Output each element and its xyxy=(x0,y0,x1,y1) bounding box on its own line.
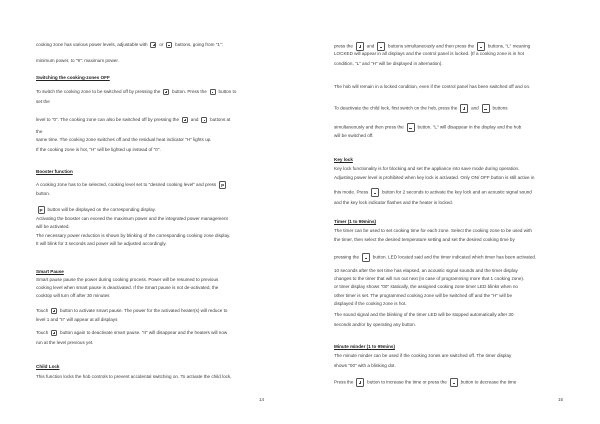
text-line xyxy=(334,353,511,359)
text-line xyxy=(36,216,228,222)
text-line xyxy=(36,374,232,380)
text-run: button. "L" will disappear in the display and the hob xyxy=(416,124,522,130)
text-line xyxy=(36,129,42,135)
text-run: buttons xyxy=(491,105,508,111)
text-line xyxy=(36,42,223,48)
text-run: button. xyxy=(36,191,51,196)
text-run: button for 2 seconds to activate the key lock and an acoustic signal sound xyxy=(380,189,532,195)
section-heading: Key lock xyxy=(334,157,353,162)
text-run: button. Press the xyxy=(170,89,209,95)
text-run: A cooking zone has to be selected, cooking level set to "desired cooking level" and press xyxy=(36,182,218,188)
text-line xyxy=(334,268,518,274)
text-run: will be activated. xyxy=(36,224,70,229)
text-run: LOCKED will appear in all displays and the control panel is locked. (If a cooking zone is in hot xyxy=(334,51,524,56)
text-run: and xyxy=(365,43,376,49)
text-run: changes to the timer that will run out next (in case of programming more that 1 cooking zone). xyxy=(334,276,525,281)
plus-button-icon xyxy=(356,378,364,387)
text-run: button to increase the time or press the xyxy=(365,379,449,385)
text-line xyxy=(334,293,512,299)
text-line xyxy=(334,284,518,290)
text-line xyxy=(36,147,161,153)
text-run: The minute minder can be used if the cooking zones are switched off. The timer display xyxy=(334,353,512,358)
text-run: To deactivate the child lock, first switch on the hob, press the xyxy=(334,105,459,111)
page-number-right: 15 xyxy=(558,397,564,402)
minus-button-icon xyxy=(407,123,415,132)
text-line xyxy=(36,206,156,214)
text-run: pressing the xyxy=(334,254,361,260)
text-line xyxy=(36,330,227,336)
page-number-left: 14 xyxy=(259,397,265,402)
text-run: Key lock functionality is for blocking and set the appliance into save mode during operation. xyxy=(334,166,520,171)
text-line xyxy=(36,181,228,189)
booster-p-icon: P xyxy=(219,181,226,189)
text-line xyxy=(334,133,374,139)
text-line xyxy=(334,123,521,132)
text-run: The timer can be used to set cooking time for each zone. Select the cooking zone to be used with xyxy=(334,228,532,233)
booster-p-icon: P xyxy=(38,206,45,214)
text-run: the timer, then select the desired temperature setting and set the desired cooking time by xyxy=(334,237,515,242)
text-line xyxy=(334,51,524,57)
minus-button-icon xyxy=(371,188,379,197)
text-line xyxy=(334,84,530,90)
text-run: press the xyxy=(334,43,355,49)
minus-button-icon xyxy=(482,104,490,113)
text-run: Smart pause pause the power during cooking process. Power will be resumed to previous xyxy=(36,277,219,282)
text-line xyxy=(36,340,93,346)
text-line xyxy=(36,308,227,314)
text-line xyxy=(334,228,532,234)
right-page xyxy=(300,0,600,424)
text-run: buttons simultaneously and then press the xyxy=(386,43,476,49)
text-run: cooking level when smart pause is deactivated. If the Smart pause is not de-activated, the xyxy=(36,285,219,290)
minus-button-icon xyxy=(362,253,370,262)
section-heading: Switching the cooking-zones OFF xyxy=(36,75,110,80)
text-run: Press the xyxy=(334,379,355,385)
text-run: level to "0". The cooking zone can also be switched off by pressing the xyxy=(36,117,181,123)
text-run: Touch xyxy=(36,308,50,314)
text-run: or timer display shows "00" statically, the assigned cooking zone timer LED blinks when no xyxy=(334,284,518,289)
text-run: set the xyxy=(36,99,50,104)
text-run: buttons, going from "1": xyxy=(173,42,223,48)
text-run: button will be displayed on the corresponding display. xyxy=(46,207,156,213)
text-run: This function locks the hob controls to prevent accidental switching on. To activate the child lock, xyxy=(36,374,232,379)
text-run: button to decrease the time xyxy=(459,379,517,385)
text-run: If the cooking zone is hot, "H" will be lighted up instead of "0". xyxy=(36,147,161,152)
text-line xyxy=(36,233,230,239)
text-run: other timer is set. The programmed cooking zone will be switched off and the "H" will be xyxy=(334,293,512,298)
text-line xyxy=(334,42,530,51)
text-run: To switch the cooking zone to be switched off by pressing the xyxy=(36,89,162,95)
text-run: The necessary power reduction is shown by blinking of the corresponding cooking zone display. xyxy=(36,233,231,238)
text-run: displayed if the cooking zone is hot. xyxy=(334,301,407,306)
plus-button-icon xyxy=(356,42,364,51)
text-line xyxy=(36,277,218,283)
text-line xyxy=(36,58,119,64)
section-heading: Smart Pause xyxy=(36,269,64,274)
text-run: button. LED located said and the timer indicated which timer has been activated. xyxy=(371,254,537,260)
text-run: simultaneously and then press the xyxy=(334,124,405,130)
text-run: condition, "L" and "H" will be displayed in alternation). xyxy=(334,61,443,66)
text-line xyxy=(334,276,524,282)
text-run: button to activate smart pause. The power for the activated heater(s) will reduce to xyxy=(58,308,228,314)
section-heading: Timer (1 to 99mins) xyxy=(334,219,377,224)
text-line xyxy=(36,293,109,299)
text-run: The hob will remain in a locked condition, even if the control panel has been switched off and on. xyxy=(334,84,531,89)
text-line xyxy=(334,378,516,387)
text-run: and xyxy=(469,105,481,111)
text-line xyxy=(334,253,536,262)
text-line xyxy=(36,241,167,247)
text-run: will be switched off. xyxy=(334,133,374,138)
text-line xyxy=(36,285,218,291)
text-line xyxy=(334,301,407,307)
text-run: button to xyxy=(217,89,237,95)
text-run: shows "00" with a blinking dot. xyxy=(334,363,396,368)
text-run: minimum power, to "9": maximum power. xyxy=(36,58,119,63)
minus-button-icon xyxy=(210,89,216,95)
section-heading: Booster function xyxy=(36,169,73,174)
text-run: It will blink for 3 seconds and power will be adjusted accordingly. xyxy=(36,241,167,246)
text-line xyxy=(36,317,117,323)
text-line xyxy=(334,237,515,243)
text-line xyxy=(334,104,508,113)
plus-button-icon xyxy=(163,89,169,95)
text-run: the xyxy=(36,129,43,134)
text-line xyxy=(36,89,236,95)
minus-button-icon xyxy=(450,378,458,387)
text-run: or xyxy=(158,42,165,48)
text-run: 10 seconds after the set time has elapsed, an acoustic signal sounds and the timer display xyxy=(334,268,518,273)
text-run: buttons at xyxy=(208,117,231,123)
text-line xyxy=(334,312,514,318)
text-run: this mode. Press xyxy=(334,189,370,195)
minus-button-icon xyxy=(166,42,172,48)
text-run: cooktop will turn off after 30 minutes xyxy=(36,293,110,298)
minus-button-icon xyxy=(377,42,385,51)
text-line xyxy=(36,99,50,105)
text-line xyxy=(334,363,396,369)
plus-button-icon xyxy=(150,42,156,48)
plus-button-icon xyxy=(182,117,188,123)
text-run: button again to deactivate smart pause. "II" will disappear and the heaters will now xyxy=(58,330,228,336)
minus-button-icon xyxy=(477,42,485,51)
section-heading: Minute minder (1 to 99mins) xyxy=(334,344,396,349)
minus-button-icon xyxy=(201,117,207,123)
plus-button-icon xyxy=(460,104,468,113)
text-line xyxy=(334,166,519,172)
text-line xyxy=(36,191,50,197)
section-heading: Child Lock xyxy=(36,364,60,369)
plus-button-icon xyxy=(51,308,57,314)
text-run: Touch xyxy=(36,330,50,336)
text-run: run at the level previous yet. xyxy=(36,340,94,345)
text-line xyxy=(334,188,532,197)
text-run: same time. The cooking zone switches off and the residual heat indicator "H" lights up. xyxy=(36,137,212,142)
text-run: seconds and/or by operating any button. xyxy=(334,322,416,327)
plus-button-icon xyxy=(51,330,57,336)
text-line xyxy=(334,322,416,328)
text-run: level 1 and "II" will appear at all displays xyxy=(36,317,118,322)
text-run: Adjusting power level is prohibited when key lock is activated. Only ON/ OFF button is still active in xyxy=(334,175,535,180)
text-run: and xyxy=(189,117,200,123)
text-line xyxy=(36,117,230,123)
text-line xyxy=(36,224,70,230)
text-line xyxy=(36,137,211,143)
text-run: The sound signal and the blinking of the timer LED will be stopped automatically after 30 xyxy=(334,312,514,317)
text-line xyxy=(334,175,534,181)
text-run: buttons, "L" meaning xyxy=(486,43,531,49)
text-run: and the key lock indicator flashes and the heater is locked. xyxy=(334,200,453,205)
text-run: cooking zone has various power levels, adjustable with xyxy=(36,42,149,48)
text-run: Activating the booster can exceed the maximum power and the integrated power management xyxy=(36,216,228,221)
text-line xyxy=(334,61,443,67)
text-line xyxy=(334,200,453,206)
